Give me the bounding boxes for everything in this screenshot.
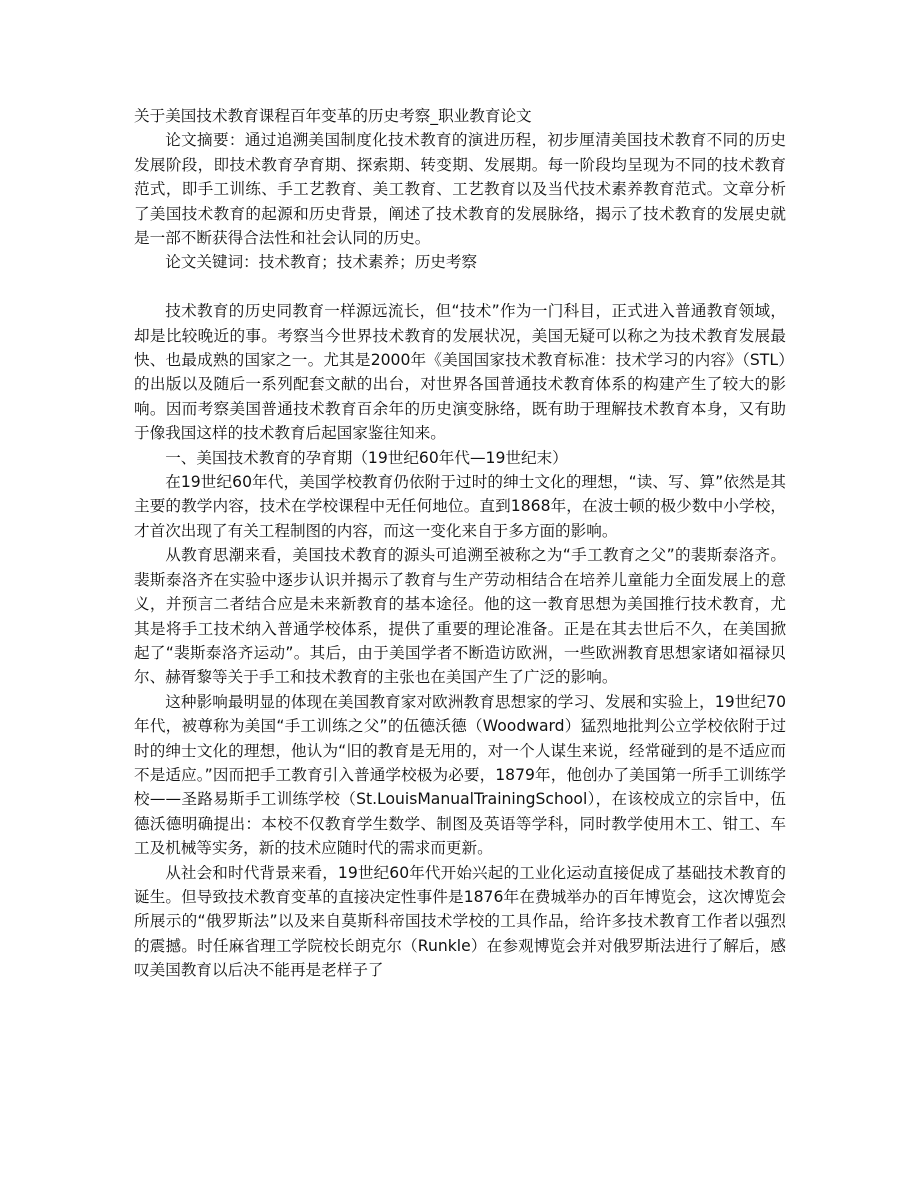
document-page — [134, 104, 786, 983]
keywords-paragraph: 论文关键词：技术教育；技术素养；历史考察 — [165, 253, 478, 272]
body-paragraph-intro: 技术教育的历史同教育一样源远流长，但“技术”作为一门科目，正式进入普通教育领域，却是比较晚近的事。考察当今世界技术教育的发展状况，美国无疑可以称之为技术教育发展最快、也最成熟的国家之一。尤其是2000年《美国国家技术教育标准：技术学习的内容》（STL）的出版以及随后一系列配套文献的出台，对世界各国普通技术教育体系的构建产生了较大的影响。因而考察美国普通技术教育百余年的历史演变脉络，既有助于理解技术教育本身，又有助于像我国这样的技术教育后起国家鉴往知来。 — [134, 302, 786, 443]
document-title: 关于美国技术教育课程百年变革的历史考察_职业教育论文 — [134, 107, 532, 125]
abstract-paragraph: 论文摘要：通过追溯美国制度化技术教育的演进历程，初步厘清美国技术教育不同的历史发展阶段，即技术教育孕育期、探索期、转变期、发展期。每一阶段均呈现为不同的技术教育范式，即手工训练、手工艺教育、美工教育、工艺教育以及当代技术素养教育范式。文章分析了美国技术教育的起源和历史背景，阐述了技术教育的发展脉络，揭示了技术教育的发展史就是一部不断获得合法性和社会认同的历史。 — [134, 131, 786, 248]
body-paragraph-woodward: 这种影响最明显的体现在美国教育家对欧洲教育思想家的学习、发展和实验上，19世纪70年代，被尊称为美国“手工训练之父”的伍德沃德（Woodward）猛烈地批判公立学校依附于过时的绅士文化的理想，他认为“旧的教育是无用的，对一个人谋生来说，经常碰到的是不适应而不是适应。”因而把手工教育引入普通学校极为必要，1879年，他创办了美国第一所手工训练学校——圣路易斯手工训练学校（St.LouisManualTrainingSchool），在该校成立的宗旨中，伍德沃德明确提出：本校不仅教育学生数学、制图及英语等学科，同时教学使用木工、钳工、车工及机械等实务，新的技术应随时代的需求而更新。 — [134, 692, 786, 858]
body-paragraph-pestalozzi: 从教育思潮来看，美国技术教育的源头可追溯至被称之为“手工教育之父”的裴斯泰洛齐。裴斯泰洛齐在实验中逐步认识并揭示了教育与生产劳动相结合在培养儿童能力全面发展上的意义，并预言二者结合应是未来新教育的基本途径。他的这一教育思想为美国推行技术教育，尤其是将手工技术纳入普通学校体系，提供了重要的理论准备。正是在其去世后不久，在美国掀起了“裴斯泰洛齐运动”。其后，由于美国学者不断造访欧洲，一些欧洲教育思想家诸如福禄贝尔、赫胥黎等关于手工和技术教育的主张也在美国产生了广泛的影响。 — [134, 546, 786, 687]
body-paragraph-exposition: 从社会和时代背景来看，19世纪60年代开始兴起的工业化运动直接促成了基础技术教育的诞生。但导致技术教育变革的直接决定性事件是1876年在费城举办的百年博览会，这次博览会所展示的“俄罗斯法”以及来自莫斯科帝国技术学校的工具作品，给许多技术教育工作者以强烈的震撼。时任麻省理工学院校长朗克尔（Runkle）在参观博览会并对俄罗斯法进行了解后，感叹美国教育以后决不能再是老样子了 — [134, 863, 786, 980]
blank-line — [134, 275, 786, 299]
section-heading-1: 一、美国技术教育的孕育期（19世纪60年代—19世纪末） — [165, 448, 568, 467]
body-paragraph-1860s: 在19世纪60年代，美国学校教育仍依附于过时的绅士文化的理想，“读、写、算”依然是其主要的教学内容，技术在学校课程中无任何地位。直到1868年，在波士顿的极少数中小学校，才首次出现了有关工程制图的内容，而这一变化来自于多方面的影响。 — [134, 473, 786, 540]
